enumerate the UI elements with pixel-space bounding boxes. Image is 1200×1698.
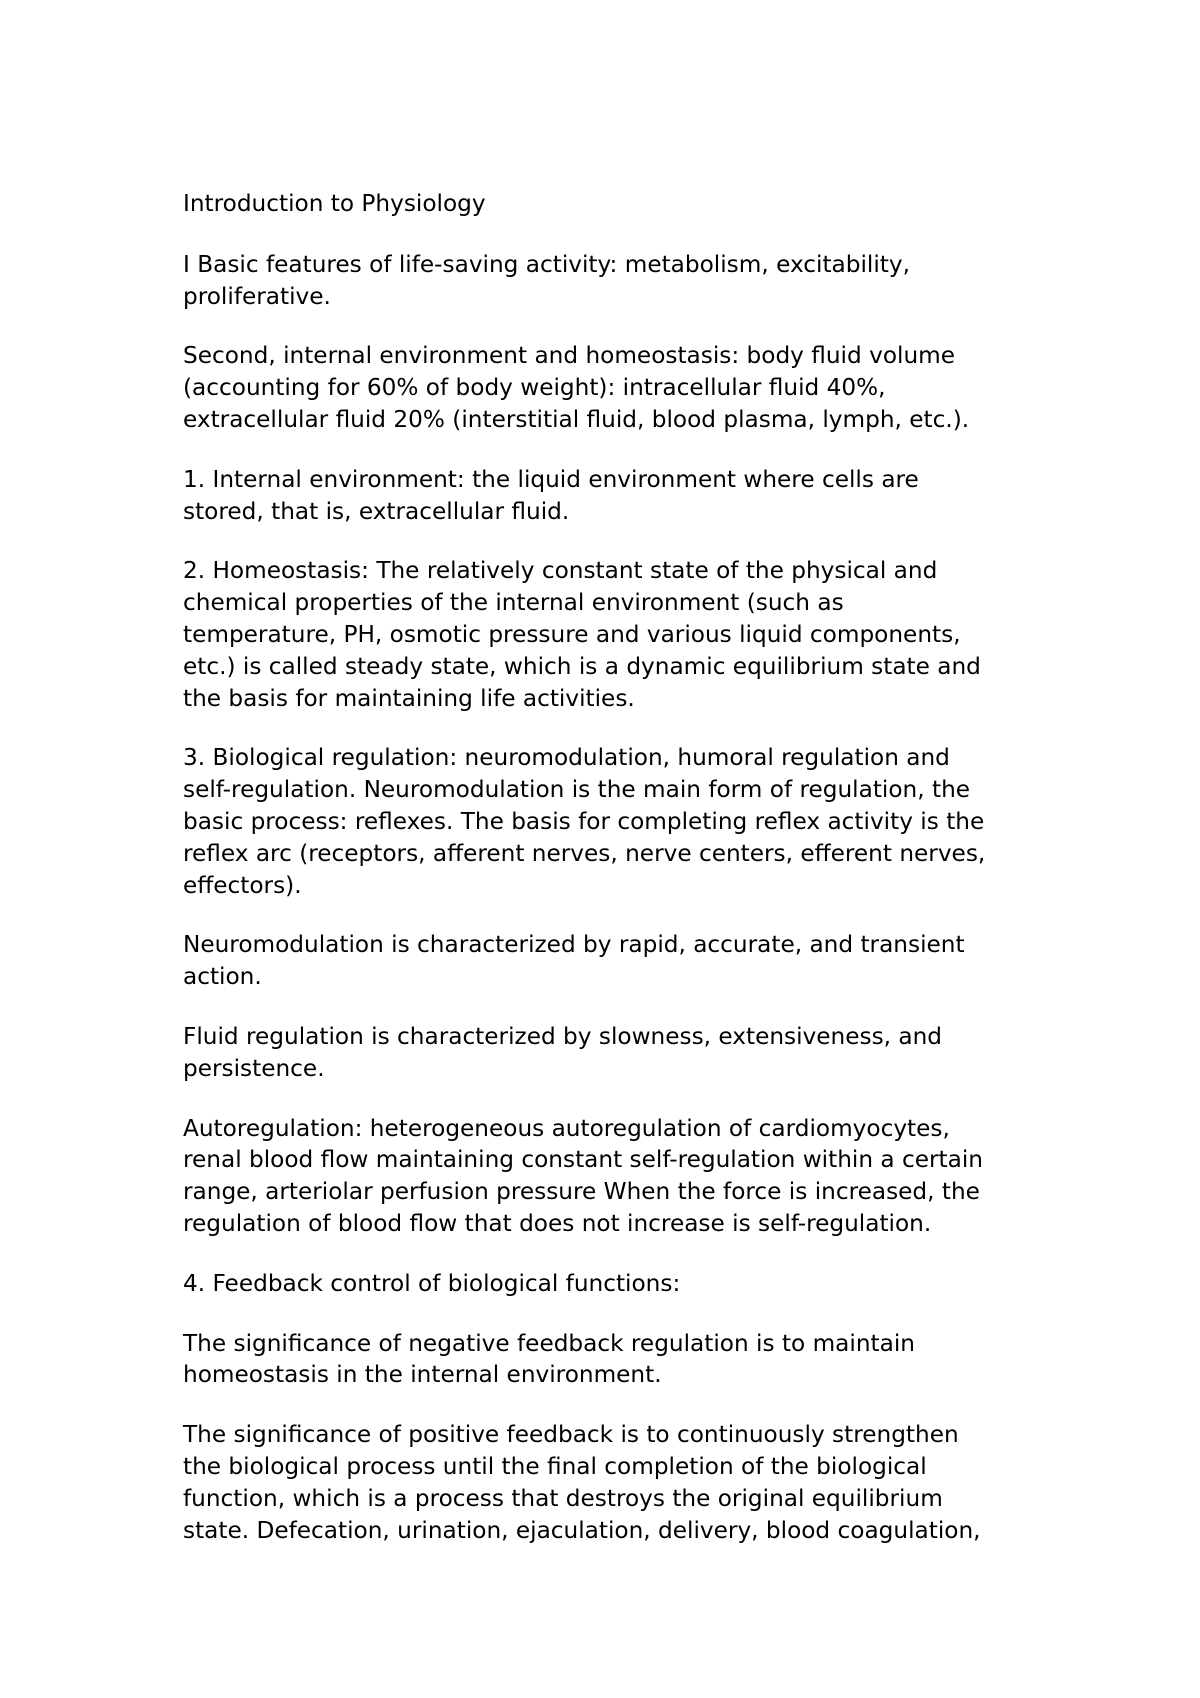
paragraph-point-4: 4. Feedback control of biological functions: [183,1269,681,1297]
document-title: Introduction to Physiology [183,190,486,217]
paragraph-point-3: 3. Biological regulation: neuromodulation, humoral regulation and self-regulation. Neuromodulation is the main form of regulation, the basic process: reflexes. The basis for completing reflex activity is the reflex arc (receptors, afferent nerves, nerve centers, efferent nerves, effectors). [183,744,986,899]
paragraph-neuromodulation: Neuromodulation is characterized by rapid, accurate, and transient action. [183,931,965,991]
paragraph-fluid-regulation: Fluid regulation is characterized by slowness, extensiveness, and persistence. [183,1022,943,1082]
paragraph-basic-features: I Basic features of life-saving activity: metabolism, excitability, proliferative. [183,250,910,310]
paragraph-negative-feedback: The significance of negative feedback regulation is to maintain homeostasis in the internal environment. [183,1329,915,1389]
document-body [183,188,1063,1574]
paragraph-point-2: 2. Homeostasis: The relatively constant state of the physical and chemical properties of the internal environment (such as temperature, PH, osmotic pressure and various liquid components, etc.) is called steady state, which is a dynamic equilibrium state and the basis for maintaining life activities. [183,557,981,712]
paragraph-internal-environment: Second, internal environment and homeostasis: body fluid volume (accounting for 60% of body weight): intracellular fluid 40%, extracellular fluid 20% (interstitial fluid, blood plasma, lymph, etc.). [183,342,970,433]
paragraph-autoregulation: Autoregulation: heterogeneous autoregulation of cardiomyocytes, renal blood flow maintaining constant self-regulation within a certain range, arteriolar perfusion pressure When the force is increased, the regulation of blood flow that does not increase is self-regulation. [183,1114,983,1237]
paragraph-positive-feedback: The significance of positive feedback is to continuously strengthen the biological process until the final completion of the biological function, which is a process that destroys the original equilibrium state. Defecation, urination, ejaculation, delivery, blood coagulation, [183,1421,981,1544]
paragraph-point-1: 1. Internal environment: the liquid environment where cells are stored, that is, extracellular fluid. [183,465,919,525]
